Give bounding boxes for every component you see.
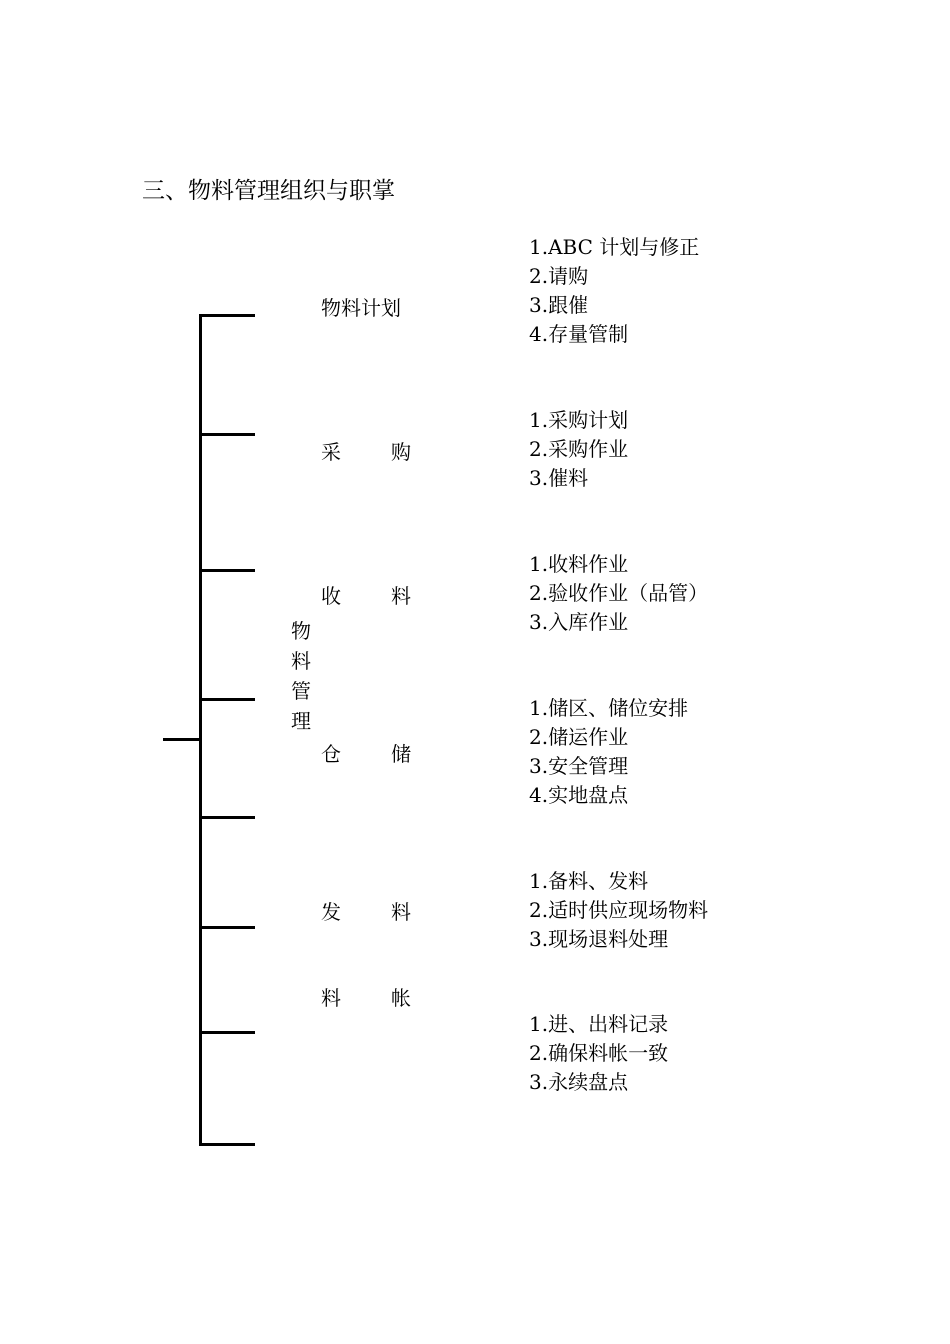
tree-branch-line	[199, 569, 255, 572]
duty-item: 2.确保料帐一致	[529, 1041, 669, 1065]
duties-list-issuing	[529, 867, 708, 954]
category-receiving	[321, 580, 411, 609]
category-material-planning: 物料计划	[321, 296, 401, 320]
duty-item: 2.验收作业（品管）	[529, 581, 709, 605]
category-material-ledger	[321, 982, 411, 1011]
tree-branch-line	[199, 314, 255, 317]
tree-branch-line	[199, 1031, 255, 1034]
duty-item: 4.实地盘点	[529, 783, 629, 807]
page-title: 三、物料管理组织与职掌	[142, 178, 395, 204]
duty-item: 2.请购	[529, 264, 589, 288]
duty-item: 3.永续盘点	[529, 1070, 629, 1094]
duties-list-material-ledger	[529, 1010, 668, 1097]
duties-list-receiving	[529, 550, 708, 637]
duties-list-warehousing	[529, 694, 688, 810]
category-char: 发	[321, 900, 341, 924]
root-label-char: 料	[291, 649, 311, 673]
duties-list-purchasing	[529, 406, 628, 493]
category-char: 料	[391, 584, 411, 608]
category-char: 料	[321, 986, 341, 1010]
duty-item: 3.跟催	[529, 293, 589, 317]
category-issuing	[321, 896, 411, 925]
duty-item: 3.现场退料处理	[529, 927, 669, 951]
root-label	[289, 616, 313, 736]
duty-item: 3.入库作业	[529, 610, 629, 634]
duty-item: 1.备料、发料	[529, 869, 649, 893]
tree-branch-line	[199, 926, 255, 929]
duty-item: 2.适时供应现场物料	[529, 898, 709, 922]
duty-item: 1.ABC 计划与修正	[529, 235, 700, 259]
duty-item: 1.收料作业	[529, 552, 629, 576]
duty-item: 3.安全管理	[529, 754, 629, 778]
duty-item: 2.采购作业	[529, 437, 629, 461]
tree-trunk-line	[199, 314, 202, 1146]
duty-item: 1.采购计划	[529, 408, 629, 432]
category-char: 收	[321, 584, 341, 608]
category-char: 料	[391, 900, 411, 924]
category-purchasing	[321, 436, 411, 465]
tree-branch-line	[199, 433, 255, 436]
tree-branch-line	[199, 1143, 255, 1146]
duty-item: 1.进、出料记录	[529, 1012, 669, 1036]
duty-item: 4.存量管制	[529, 322, 629, 346]
category-char: 储	[391, 742, 411, 766]
root-label-char: 管	[291, 679, 311, 703]
duties-list-material-planning	[529, 233, 699, 349]
category-char: 仓	[321, 742, 341, 766]
category-warehousing	[321, 738, 411, 767]
duty-item: 1.储区、储位安排	[529, 696, 689, 720]
tree-root-connector	[163, 738, 201, 741]
category-char: 购	[391, 440, 411, 464]
tree-branch-line	[199, 698, 255, 701]
tree-branch-line	[199, 816, 255, 819]
root-label-char: 物	[291, 619, 311, 643]
duty-item: 2.储运作业	[529, 725, 629, 749]
root-label-char: 理	[291, 709, 311, 733]
category-char: 帐	[391, 986, 411, 1010]
category-char: 采	[321, 440, 341, 464]
duty-item: 3.催料	[529, 466, 589, 490]
